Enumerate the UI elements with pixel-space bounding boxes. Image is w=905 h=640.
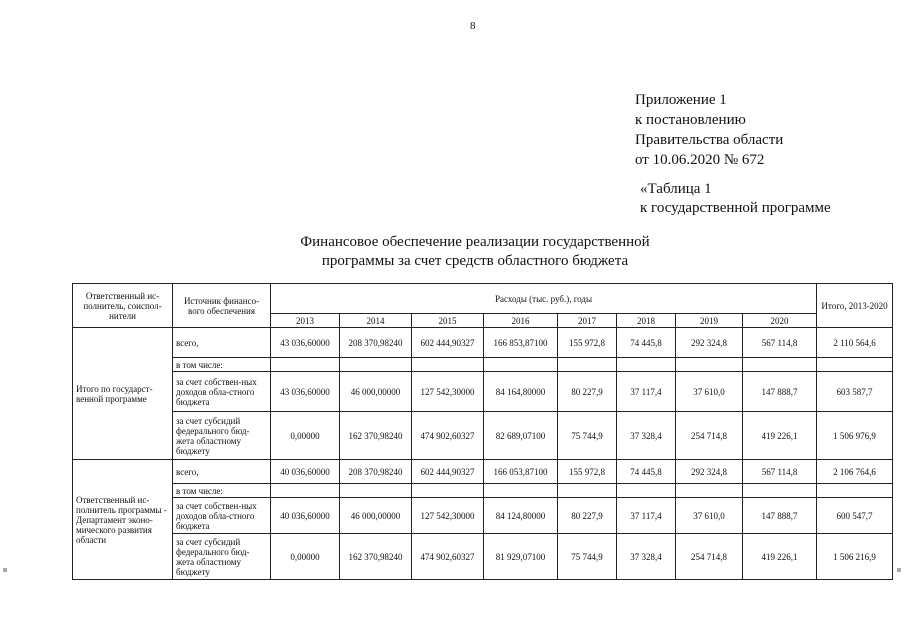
value-cell: 166 853,87100: [484, 328, 558, 358]
header-year: 2019: [676, 314, 743, 328]
value-cell: 37 117,4: [617, 498, 676, 534]
value-cell: [676, 484, 743, 498]
value-cell: 0,00000: [271, 412, 340, 460]
table-reference-line: «Таблица 1: [640, 181, 712, 197]
total-cell: 1 506 976,9: [817, 412, 893, 460]
table-row: [73, 372, 893, 412]
value-cell: [743, 358, 817, 372]
value-cell: [340, 358, 412, 372]
value-cell: 75 744,9: [558, 534, 617, 580]
value-cell: [271, 358, 340, 372]
value-cell: [558, 358, 617, 372]
appendix-line: Приложение 1: [635, 92, 727, 108]
value-cell: 162 370,98240: [340, 412, 412, 460]
value-cell: 254 714,8: [676, 412, 743, 460]
value-cell: [340, 484, 412, 498]
value-cell: 474 902,60327: [412, 534, 484, 580]
header-year: 2013: [271, 314, 340, 328]
value-cell: 81 929,07100: [484, 534, 558, 580]
value-cell: 46 000,00000: [340, 498, 412, 534]
value-cell: 37 117,4: [617, 372, 676, 412]
appendix-line: к постановлению: [635, 112, 746, 128]
header-year: 2016: [484, 314, 558, 328]
total-cell: [817, 484, 893, 498]
source-cell: за счет субсидий федерального бюд-жета областному бюджету: [173, 412, 271, 460]
header-total: Итого, 2013-2020: [817, 284, 893, 328]
total-cell: [817, 358, 893, 372]
document-title: [200, 233, 750, 271]
page-number: 8: [470, 20, 476, 32]
financing-table: [72, 283, 893, 580]
value-cell: [271, 484, 340, 498]
value-cell: 46 000,00000: [340, 372, 412, 412]
value-cell: 419 226,1: [743, 412, 817, 460]
value-cell: 37 610,0: [676, 372, 743, 412]
value-cell: 84 124,80000: [484, 498, 558, 534]
table-reference-line: к государственной программе: [640, 200, 831, 216]
value-cell: 147 888,7: [743, 372, 817, 412]
value-cell: 254 714,8: [676, 534, 743, 580]
value-cell: [617, 358, 676, 372]
value-cell: 147 888,7: [743, 498, 817, 534]
value-cell: 155 972,8: [558, 460, 617, 484]
header-source: Источник финансо-вого обеспечения: [173, 284, 271, 328]
header-year: 2017: [558, 314, 617, 328]
value-cell: 37 610,0: [676, 498, 743, 534]
value-cell: 292 324,8: [676, 328, 743, 358]
value-cell: 40 036,60000: [271, 498, 340, 534]
source-cell: за счет собствен-ных доходов обла-стного бюджета: [173, 498, 271, 534]
value-cell: 37 328,4: [617, 412, 676, 460]
appendix-line: Правительства области: [635, 132, 784, 148]
total-cell: 1 506 216,9: [817, 534, 893, 580]
value-cell: [558, 484, 617, 498]
value-cell: 37 328,4: [617, 534, 676, 580]
header-year: 2020: [743, 314, 817, 328]
value-cell: 80 227,9: [558, 372, 617, 412]
value-cell: 474 902,60327: [412, 412, 484, 460]
value-cell: [412, 484, 484, 498]
executor-cell: Ответственный ис-полнитель программы - Департамент эконо-мического развития области: [73, 460, 173, 580]
value-cell: [676, 358, 743, 372]
value-cell: 75 744,9: [558, 412, 617, 460]
value-cell: [743, 484, 817, 498]
value-cell: 0,00000: [271, 534, 340, 580]
value-cell: 80 227,9: [558, 498, 617, 534]
title-line: программы за счет средств областного бюджета: [321, 253, 629, 269]
value-cell: 208 370,98240: [340, 328, 412, 358]
value-cell: 602 444,90327: [412, 328, 484, 358]
value-cell: [484, 358, 558, 372]
table-row: [73, 534, 893, 580]
executor-cell: Итого по государст-венной программе: [73, 328, 173, 460]
value-cell: 208 370,98240: [340, 460, 412, 484]
value-cell: 127 542,30000: [412, 498, 484, 534]
value-cell: 40 036,60000: [271, 460, 340, 484]
value-cell: 74 445,8: [617, 328, 676, 358]
scan-margin-mark: [3, 568, 7, 572]
value-cell: 82 689,07100: [484, 412, 558, 460]
scan-margin-mark: [897, 568, 901, 572]
table-row: [73, 484, 893, 498]
value-cell: [617, 484, 676, 498]
value-cell: 567 114,8: [743, 460, 817, 484]
value-cell: 43 036,60000: [271, 372, 340, 412]
value-cell: 127 542,30000: [412, 372, 484, 412]
source-cell: за счет собствен-ных доходов обла-стного бюджета: [173, 372, 271, 412]
table-row: [73, 498, 893, 534]
value-cell: 84 164,80000: [484, 372, 558, 412]
value-cell: 602 444,90327: [412, 460, 484, 484]
header-year: 2015: [412, 314, 484, 328]
total-cell: 600 547,7: [817, 498, 893, 534]
value-cell: 292 324,8: [676, 460, 743, 484]
source-cell: всего,: [173, 328, 271, 358]
header-expenses: Расходы (тыс. руб.), годы: [271, 284, 817, 314]
value-cell: 567 114,8: [743, 328, 817, 358]
table-reference: [640, 180, 831, 218]
table-row: [73, 412, 893, 460]
header-year: 2018: [617, 314, 676, 328]
table-row: [73, 358, 893, 372]
value-cell: 419 226,1: [743, 534, 817, 580]
table-row: [73, 328, 893, 358]
table-row: [73, 460, 893, 484]
title-line: Финансовое обеспечение реализации государственной: [300, 234, 650, 250]
value-cell: 74 445,8: [617, 460, 676, 484]
source-cell: в том числе:: [173, 484, 271, 498]
source-cell: за счет субсидий федерального бюд-жета областному бюджету: [173, 534, 271, 580]
value-cell: [412, 358, 484, 372]
value-cell: [484, 484, 558, 498]
value-cell: 162 370,98240: [340, 534, 412, 580]
total-cell: 2 110 564,6: [817, 328, 893, 358]
value-cell: 43 036,60000: [271, 328, 340, 358]
appendix-header: [635, 90, 783, 170]
header-year: 2014: [340, 314, 412, 328]
total-cell: 603 587,7: [817, 372, 893, 412]
source-cell: в том числе:: [173, 358, 271, 372]
value-cell: 166 053,87100: [484, 460, 558, 484]
header-executor: Ответственный ис-полнитель, соиспол-нители: [73, 284, 173, 328]
appendix-line: от 10.06.2020 № 672: [635, 152, 765, 168]
source-cell: всего,: [173, 460, 271, 484]
total-cell: 2 106 764,6: [817, 460, 893, 484]
value-cell: 155 972,8: [558, 328, 617, 358]
